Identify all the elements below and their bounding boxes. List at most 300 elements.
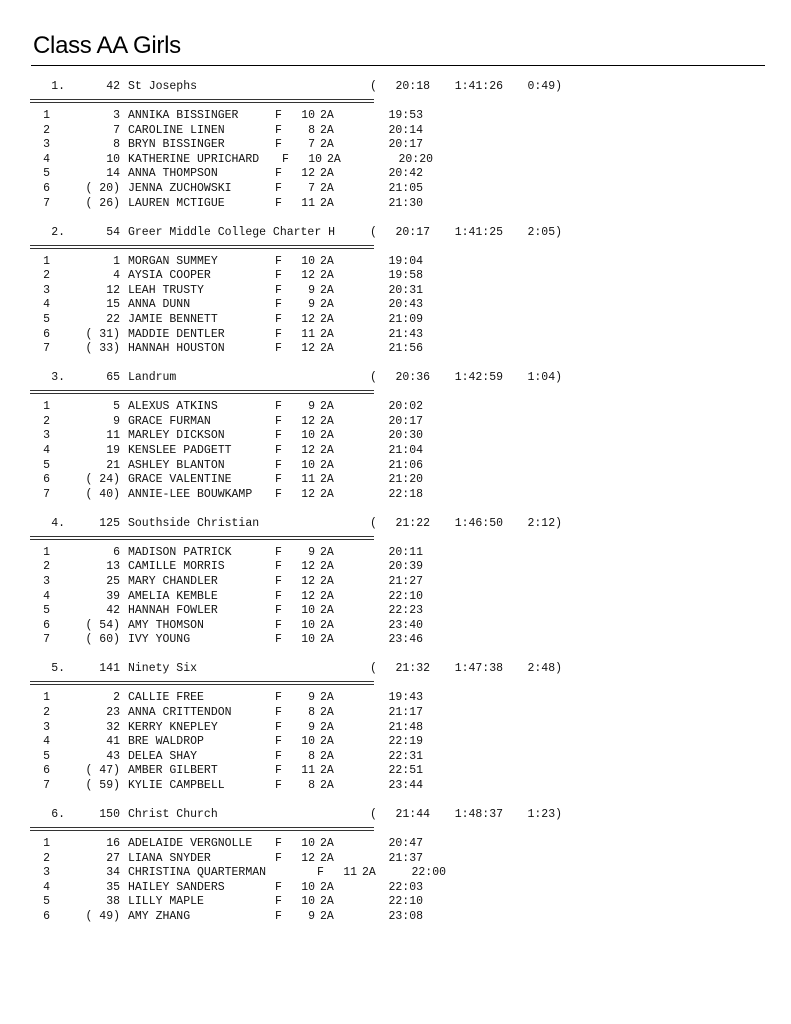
runner-sex: F [275, 167, 282, 181]
runner-sex: F [275, 429, 282, 443]
runner-points: 16 [106, 837, 120, 850]
runner-grade: 10 [301, 429, 315, 443]
runner-time: 20:30 [388, 429, 423, 443]
runner-row [30, 255, 590, 269]
team-total-time: 1:41:26 [454, 80, 503, 93]
runner-row [30, 750, 590, 764]
team-spread: 2:05) [527, 225, 562, 239]
runner-position: 3 [43, 429, 50, 443]
runner-sex: F [275, 910, 282, 923]
team-spread: 1:04) [527, 371, 562, 385]
runner-position: 1 [43, 691, 50, 705]
runner-position: 3 [43, 866, 50, 880]
team-name: St Josephs [128, 80, 198, 93]
team-average: 21:44 [395, 808, 430, 821]
runner-time: 20:02 [388, 400, 423, 414]
runner-class: 2A [320, 691, 334, 705]
runner-time: 21:48 [388, 720, 423, 734]
runner-class: 2A [320, 167, 334, 181]
runner-name: HAILEY SANDERS [128, 880, 225, 894]
runner-position: 5 [43, 312, 50, 326]
runner-row [30, 910, 590, 924]
runner-class: 2A [320, 880, 334, 894]
runner-position: 6 [43, 764, 50, 778]
runner-class: 2A [320, 400, 334, 414]
runner-row [30, 721, 590, 735]
runner-sex: F [275, 705, 282, 719]
runner-position: 4 [43, 298, 50, 312]
runner-points: 11 [106, 429, 120, 443]
runner-time: 23:08 [388, 910, 423, 923]
runner-points: ( 31) [85, 327, 120, 341]
open-paren: ( [370, 371, 377, 385]
runner-row [30, 313, 590, 327]
runner-points: 39 [106, 589, 120, 603]
team-header [30, 80, 590, 94]
runner-class: 2A [320, 764, 334, 778]
runner-class: 2A [362, 866, 376, 880]
runner-points: 35 [106, 880, 120, 894]
runner-row [30, 138, 590, 152]
runner-grade: 7 [308, 138, 315, 152]
runner-points: 1 [113, 254, 120, 268]
runner-time: 19:53 [388, 109, 423, 122]
team-name: Christ Church [128, 808, 218, 821]
runner-sex: F [275, 196, 282, 210]
runner-class: 2A [320, 778, 334, 792]
runner-grade: 9 [308, 910, 315, 923]
runner-name: ASHLEY BLANTON [128, 458, 225, 472]
runner-name: JENNA ZUCHOWSKI [128, 182, 232, 195]
runner-position: 5 [43, 458, 50, 472]
runner-row [30, 895, 590, 909]
team-name: Ninety Six [128, 662, 198, 676]
runner-class: 2A [320, 429, 334, 443]
runner-points: ( 33) [85, 342, 120, 356]
runner-grade: 12 [301, 167, 315, 181]
runner-time: 21:06 [388, 458, 423, 472]
runner-position: 4 [43, 735, 50, 749]
runner-name: CALLIE FREE [128, 691, 204, 705]
runner-points: ( 49) [85, 910, 120, 923]
runner-grade: 10 [301, 895, 315, 909]
runner-class: 2A [320, 298, 334, 312]
runner-points: 38 [106, 895, 120, 909]
team-place: 1. [51, 80, 65, 93]
runner-points: 14 [106, 167, 120, 181]
runner-time: 21:17 [388, 705, 423, 719]
runner-points: 34 [106, 866, 120, 880]
runner-time: 20:14 [388, 123, 423, 137]
runner-grade: 11 [301, 764, 315, 778]
runner-row [30, 837, 590, 851]
runner-time: 21:30 [388, 196, 423, 210]
runner-row [30, 604, 590, 618]
runner-time: 22:23 [388, 604, 423, 618]
runner-position: 5 [43, 167, 50, 181]
runner-grade: 10 [301, 254, 315, 268]
runner-row [30, 560, 590, 574]
runner-points: ( 40) [85, 487, 120, 501]
team-place: 6. [51, 808, 65, 821]
runner-time: 22:10 [388, 589, 423, 603]
runner-grade: 9 [308, 691, 315, 705]
runner-name: AMBER GILBERT [128, 764, 218, 778]
runner-sex: F [275, 735, 282, 749]
runner-time: 20:42 [388, 167, 423, 181]
runner-time: 19:43 [388, 691, 423, 705]
runner-points: ( 60) [85, 633, 120, 647]
runner-time: 21:04 [388, 443, 423, 457]
runner-class: 2A [320, 735, 334, 749]
runner-position: 6 [43, 910, 50, 923]
runner-name: ALEXUS ATKINS [128, 400, 218, 414]
runner-class: 2A [320, 895, 334, 909]
runner-grade: 12 [301, 589, 315, 603]
runner-time: 20:17 [388, 138, 423, 152]
open-paren: ( [370, 808, 377, 821]
runner-sex: F [275, 283, 282, 297]
runner-time: 20:20 [398, 152, 433, 166]
runner-row [30, 269, 590, 283]
runner-row [30, 881, 590, 895]
runner-grade: 11 [343, 866, 357, 880]
runner-sex: F [275, 473, 282, 487]
runner-class: 2A [320, 560, 334, 574]
runner-row [30, 691, 590, 705]
runner-time: 22:19 [388, 735, 423, 749]
runner-name: KYLIE CAMPBELL [128, 778, 225, 792]
page-title: Class AA Girls [33, 32, 181, 59]
runner-grade: 12 [301, 560, 315, 574]
runner-sex: F [275, 633, 282, 647]
team-block [30, 808, 590, 953]
runner-name: LILLY MAPLE [128, 895, 204, 909]
title-underline [31, 65, 765, 66]
runner-points: 8 [113, 138, 120, 152]
runner-name: MARLEY DICKSON [128, 429, 225, 443]
runner-position: 7 [43, 196, 50, 210]
runner-points: 5 [113, 400, 120, 414]
runner-position: 3 [43, 574, 50, 588]
team-name: Landrum [128, 371, 177, 385]
runner-points: ( 20) [85, 182, 120, 195]
runner-points: 4 [113, 269, 120, 283]
runner-class: 2A [320, 254, 334, 268]
runner-points: 9 [113, 414, 120, 428]
runner-sex: F [275, 720, 282, 734]
runner-grade: 10 [301, 633, 315, 647]
team-score: 54 [106, 225, 120, 239]
runner-name: AYSIA COOPER [128, 269, 211, 283]
runner-row [30, 109, 590, 123]
team-header [30, 517, 590, 531]
runner-sex: F [275, 545, 282, 559]
runner-points: 27 [106, 851, 120, 865]
runner-position: 3 [43, 138, 50, 152]
runner-sex: F [275, 458, 282, 472]
runner-row [30, 400, 590, 414]
runner-grade: 12 [301, 574, 315, 588]
runner-name: KATHERINE UPRICHARD [128, 152, 260, 166]
runner-name: HANNAH HOUSTON [128, 342, 225, 356]
runner-time: 21:27 [388, 574, 423, 588]
runner-name: MADDIE DENTLER [128, 327, 225, 341]
runner-sex: F [275, 691, 282, 705]
runner-class: 2A [320, 196, 334, 210]
runner-position: 5 [43, 604, 50, 618]
runner-sex: F [275, 109, 282, 122]
team-block [30, 662, 590, 807]
runner-class: 2A [320, 705, 334, 719]
team-name: Southside Christian [128, 516, 260, 530]
runner-row [30, 429, 590, 443]
runner-position: 4 [43, 443, 50, 457]
runner-class: 2A [320, 123, 334, 137]
runner-grade: 10 [301, 618, 315, 632]
team-score: 125 [99, 516, 120, 530]
runner-position: 2 [43, 269, 50, 283]
runner-position: 5 [43, 749, 50, 763]
runner-grade: 8 [308, 749, 315, 763]
runner-row [30, 866, 590, 880]
runner-sex: F [317, 866, 324, 880]
runner-sex: F [275, 574, 282, 588]
runner-class: 2A [320, 720, 334, 734]
runner-position: 5 [43, 895, 50, 909]
runner-class: 2A [320, 749, 334, 763]
runner-time: 22:51 [388, 764, 423, 778]
runner-name: LEAH TRUSTY [128, 283, 204, 297]
runner-points: 3 [113, 109, 120, 122]
team-average: 20:36 [395, 371, 430, 385]
runner-points: 25 [106, 574, 120, 588]
runner-time: 20:31 [388, 283, 423, 297]
team-average: 20:18 [395, 80, 430, 93]
runner-class: 2A [327, 152, 341, 166]
runner-row [30, 153, 590, 167]
runner-points: 6 [113, 545, 120, 559]
runner-points: 41 [106, 735, 120, 749]
runner-row [30, 764, 590, 778]
runner-class: 2A [320, 910, 334, 923]
runner-grade: 8 [308, 778, 315, 792]
runner-row [30, 459, 590, 473]
team-place: 5. [51, 662, 65, 676]
team-block [30, 226, 590, 371]
runner-name: ANNIKA BISSINGER [128, 109, 239, 122]
runner-grade: 12 [301, 342, 315, 356]
runner-grade: 10 [301, 837, 315, 850]
runner-row [30, 633, 590, 647]
runner-grade: 10 [301, 109, 315, 122]
runner-class: 2A [320, 182, 334, 195]
runner-row [30, 779, 590, 793]
runner-sex: F [275, 327, 282, 341]
runner-sex: F [282, 152, 289, 166]
team-place: 3. [51, 371, 65, 385]
runner-row [30, 197, 590, 211]
runner-sex: F [275, 604, 282, 618]
runner-class: 2A [320, 342, 334, 356]
runner-position: 1 [43, 837, 50, 850]
runner-position: 7 [43, 342, 50, 356]
runner-sex: F [275, 487, 282, 501]
runner-row [30, 619, 590, 633]
team-place: 2. [51, 225, 65, 239]
runner-time: 20:17 [388, 414, 423, 428]
team-header [30, 226, 590, 240]
team-total-time: 1:46:50 [454, 516, 503, 530]
runner-time: 20:47 [388, 837, 423, 850]
runner-class: 2A [320, 837, 334, 850]
runner-name: AMELIA KEMBLE [128, 589, 218, 603]
runner-grade: 12 [301, 269, 315, 283]
runner-class: 2A [320, 458, 334, 472]
team-header [30, 662, 590, 676]
runner-grade: 9 [308, 400, 315, 414]
runner-name: CAMILLE MORRIS [128, 560, 225, 574]
team-block [30, 80, 590, 225]
runner-time: 21:09 [388, 312, 423, 326]
runner-sex: F [275, 254, 282, 268]
runner-time: 21:43 [388, 327, 423, 341]
runner-name: LIANA SNYDER [128, 851, 211, 865]
runner-row [30, 182, 590, 196]
team-spread: 2:12) [527, 516, 562, 530]
runner-time: 21:56 [388, 342, 423, 356]
runner-name: GRACE FURMAN [128, 414, 211, 428]
runner-time: 23:46 [388, 633, 423, 647]
runner-points: ( 54) [85, 618, 120, 632]
runner-position: 2 [43, 705, 50, 719]
team-spread: 2:48) [527, 662, 562, 676]
runner-row [30, 284, 590, 298]
runner-sex: F [275, 400, 282, 414]
team-name: Greer Middle College Charter H [128, 225, 336, 239]
runner-row [30, 298, 590, 312]
runner-grade: 10 [301, 604, 315, 618]
runner-row [30, 852, 590, 866]
team-block [30, 371, 590, 516]
runner-position: 1 [43, 400, 50, 414]
runner-grade: 10 [308, 152, 322, 166]
runner-name: LAUREN MCTIGUE [128, 196, 225, 210]
runner-sex: F [275, 138, 282, 152]
runner-time: 22:00 [411, 866, 446, 880]
runner-row [30, 473, 590, 487]
runner-name: BRE WALDROP [128, 735, 204, 749]
runner-time: 22:03 [388, 880, 423, 894]
runner-points: 10 [106, 152, 120, 166]
team-average: 21:22 [395, 516, 430, 530]
runner-name: CAROLINE LINEN [128, 123, 225, 137]
runner-class: 2A [320, 633, 334, 647]
runner-class: 2A [320, 589, 334, 603]
runner-class: 2A [320, 574, 334, 588]
runner-position: 2 [43, 851, 50, 865]
team-score: 150 [99, 808, 120, 821]
runner-sex: F [275, 851, 282, 865]
runner-class: 2A [320, 138, 334, 152]
runner-sex: F [275, 618, 282, 632]
team-total-time: 1:48:37 [454, 808, 503, 821]
runner-points: 32 [106, 720, 120, 734]
runner-time: 20:39 [388, 560, 423, 574]
open-paren: ( [370, 516, 377, 530]
runner-time: 19:58 [388, 269, 423, 283]
runner-position: 2 [43, 123, 50, 137]
runner-row [30, 167, 590, 181]
runner-points: ( 26) [85, 196, 120, 210]
team-header [30, 371, 590, 385]
runner-position: 1 [43, 545, 50, 559]
runner-points: ( 47) [85, 764, 120, 778]
runner-sex: F [275, 560, 282, 574]
runner-position: 6 [43, 327, 50, 341]
runner-points: 2 [113, 691, 120, 705]
runner-name: CHRISTINA QUARTERMAN [128, 866, 267, 880]
runner-grade: 10 [301, 880, 315, 894]
team-spread: 0:49) [527, 80, 562, 93]
team-total-time: 1:42:59 [454, 371, 503, 385]
team-header [30, 808, 590, 822]
runner-grade: 7 [308, 182, 315, 195]
runner-sex: F [275, 312, 282, 326]
runner-class: 2A [320, 109, 334, 122]
runner-name: KENSLEE PADGETT [128, 443, 232, 457]
runner-sex: F [275, 778, 282, 792]
runner-name: MARY CHANDLER [128, 574, 218, 588]
runner-class: 2A [320, 473, 334, 487]
runner-points: 21 [106, 458, 120, 472]
runner-points: 23 [106, 705, 120, 719]
runner-class: 2A [320, 443, 334, 457]
runner-points: ( 24) [85, 473, 120, 487]
runner-points: 43 [106, 749, 120, 763]
runner-sex: F [275, 182, 282, 195]
runner-position: 7 [43, 633, 50, 647]
runner-grade: 11 [301, 327, 315, 341]
runner-time: 22:31 [388, 749, 423, 763]
runner-grade: 11 [301, 196, 315, 210]
runner-time: 23:40 [388, 618, 423, 632]
runner-sex: F [275, 589, 282, 603]
runner-name: MADISON PATRICK [128, 545, 232, 559]
runner-position: 4 [43, 589, 50, 603]
runner-grade: 9 [308, 720, 315, 734]
team-spread: 1:23) [527, 808, 562, 821]
runner-name: AMY THOMSON [128, 618, 204, 632]
runner-grade: 11 [301, 473, 315, 487]
team-score: 42 [106, 80, 120, 93]
runner-sex: F [275, 443, 282, 457]
runner-grade: 9 [308, 298, 315, 312]
runner-position: 6 [43, 618, 50, 632]
runner-grade: 12 [301, 443, 315, 457]
runner-time: 22:10 [388, 895, 423, 909]
runner-row [30, 706, 590, 720]
runner-class: 2A [320, 283, 334, 297]
runner-class: 2A [320, 327, 334, 341]
runner-points: 42 [106, 604, 120, 618]
team-place: 4. [51, 516, 65, 530]
runner-time: 21:20 [388, 473, 423, 487]
runner-grade: 8 [308, 705, 315, 719]
runner-class: 2A [320, 851, 334, 865]
runner-time: 20:43 [388, 298, 423, 312]
runner-name: JAMIE BENNETT [128, 312, 218, 326]
